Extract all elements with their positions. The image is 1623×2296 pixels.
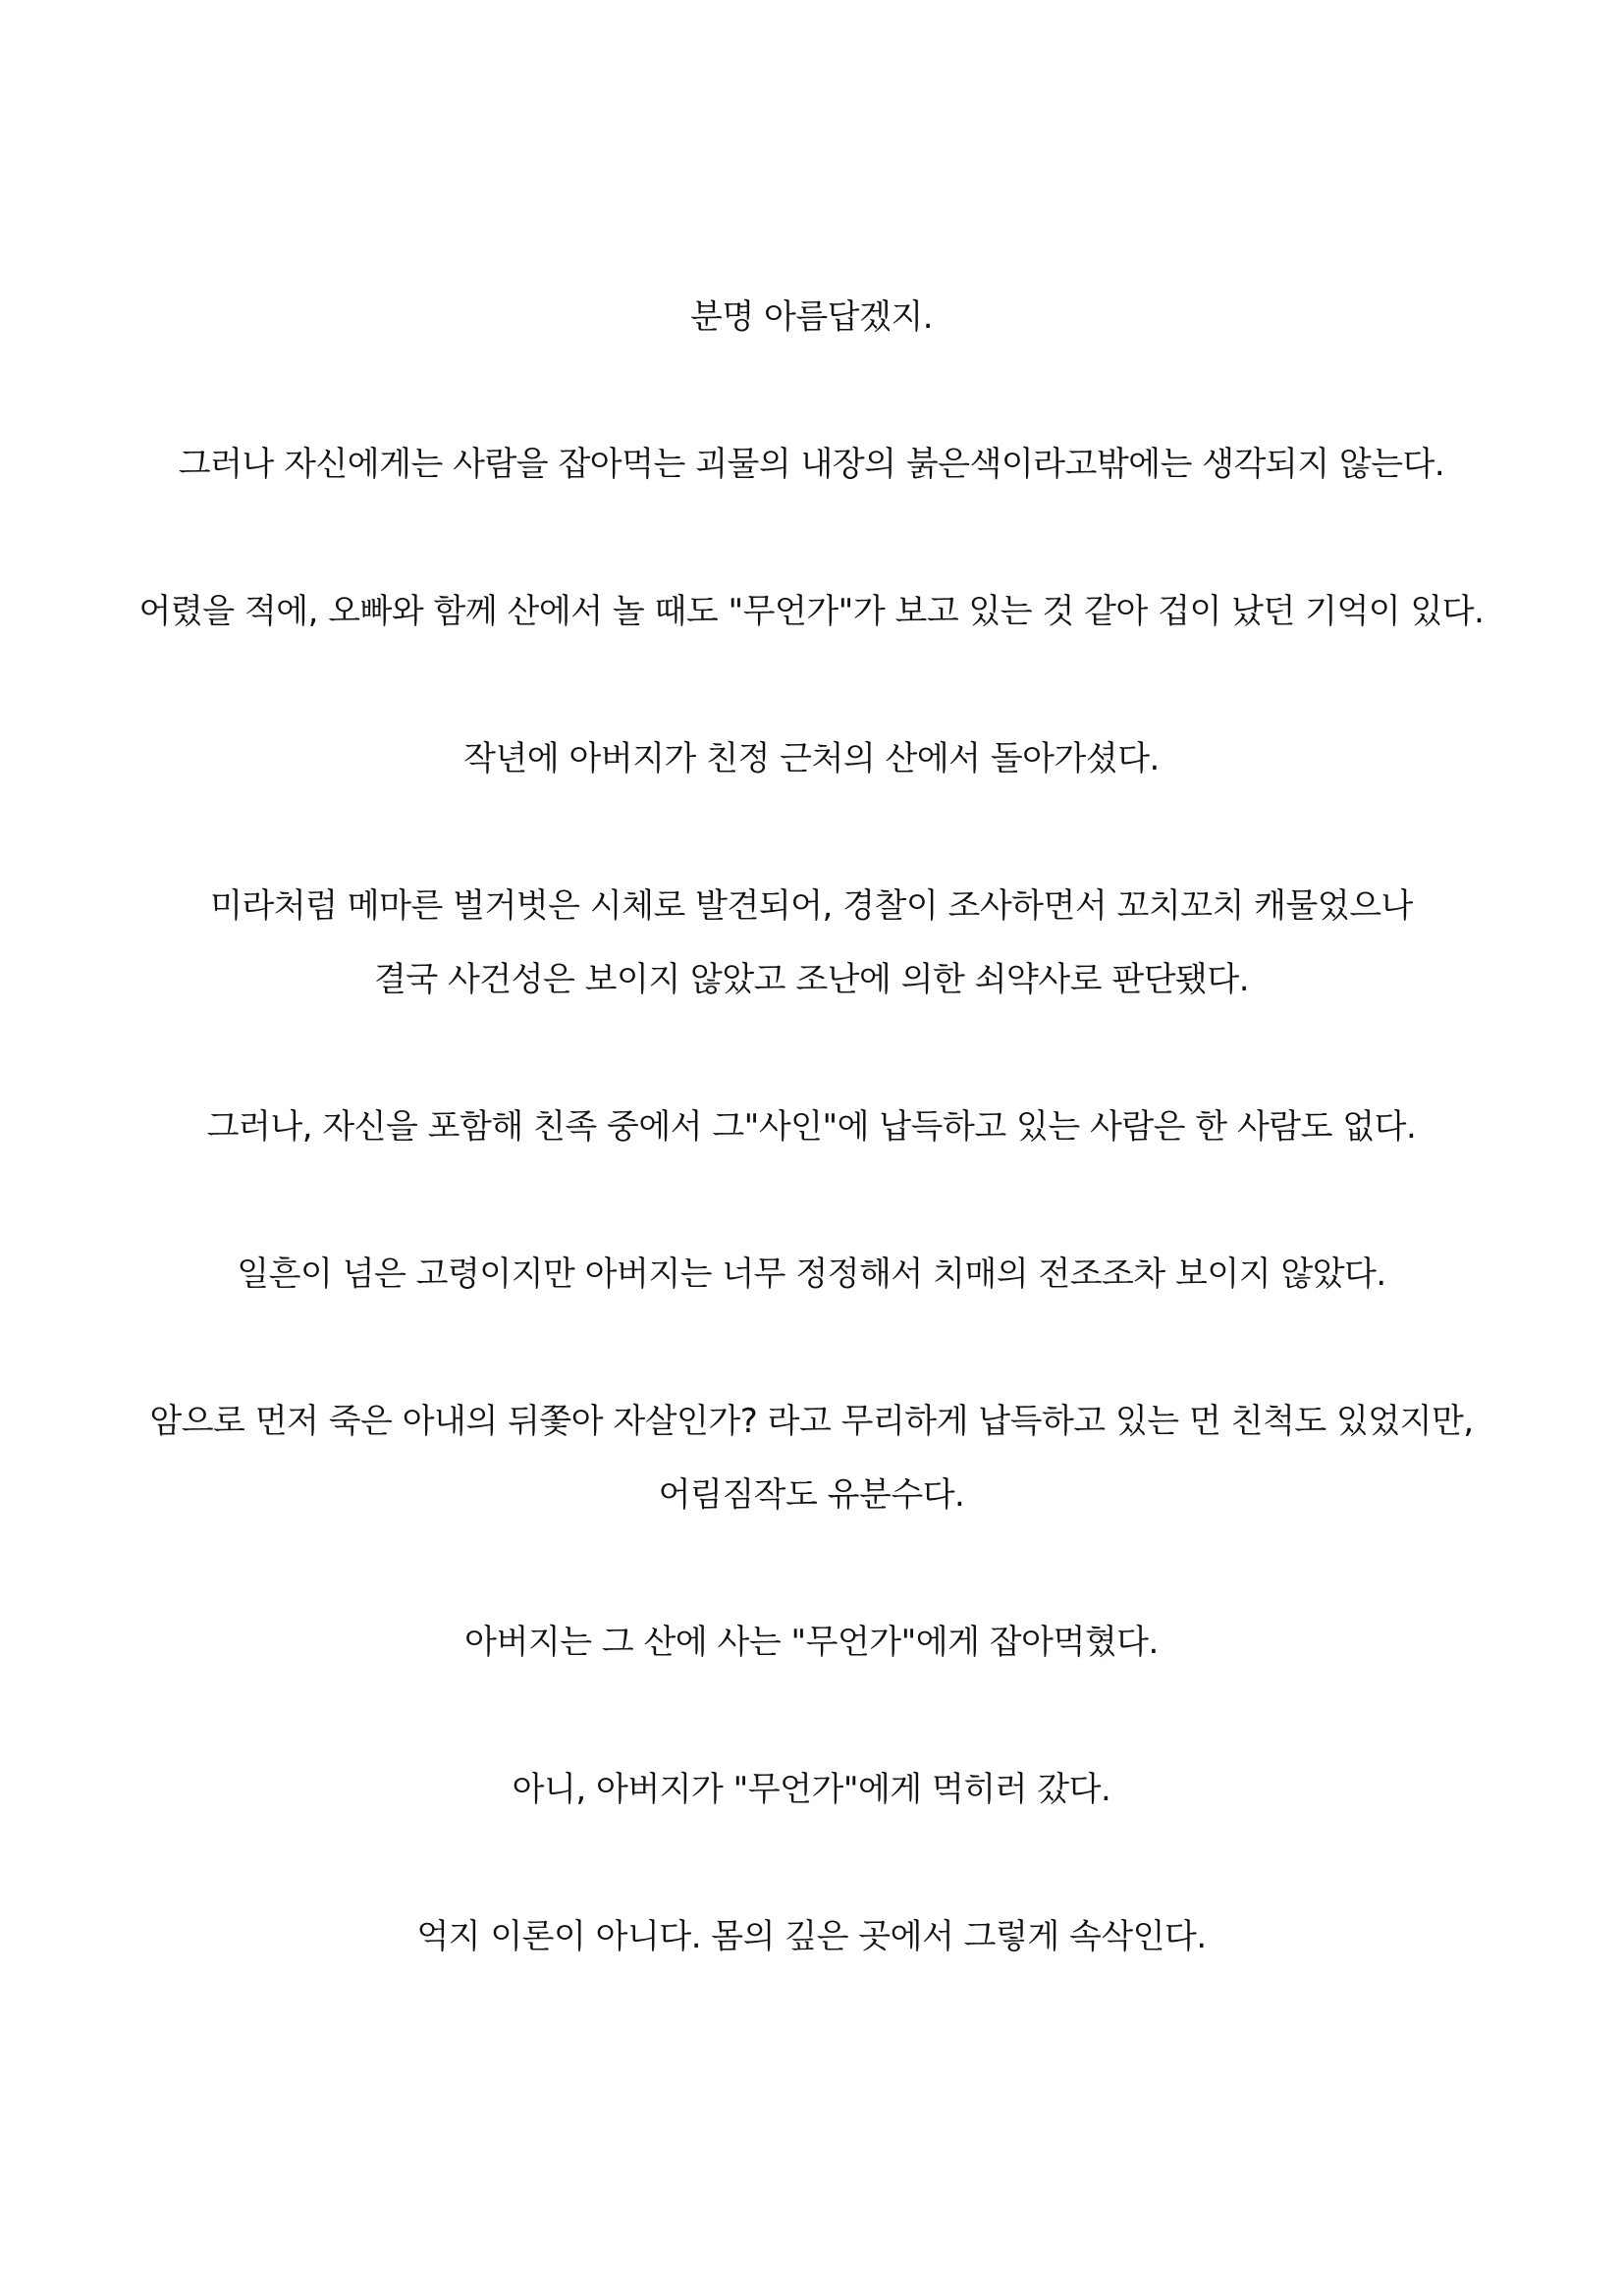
paragraph-line: 억지 이론이 아니다. 몸의 깊은 곳에서 그렇게 속삭인다. <box>416 1917 1207 1956</box>
paragraph-line: 그러나 자신에게는 사람을 잡아먹는 괴물의 내장의 붉은색이라고밖에는 생각되지 않는다. <box>178 445 1445 484</box>
paragraph-line: 분명 아름답겠지. <box>689 297 934 337</box>
paragraph-2 <box>0 428 1623 502</box>
paragraph-line: 아니, 아버지가 "무언가"에게 먹히러 갔다. <box>512 1770 1111 1809</box>
paragraph-line: 그러나, 자신을 포함해 친족 중에서 그"사인"에 납득하고 있는 사람은 한 사람도 없다. <box>206 1107 1417 1147</box>
paragraph-7 <box>0 1238 1623 1311</box>
paragraph-11 <box>0 1900 1623 1974</box>
paragraph-5 <box>0 870 1623 1017</box>
paragraph-line: 어림짐작도 유분수다. <box>658 1475 965 1515</box>
paragraph-10 <box>0 1753 1623 1827</box>
paragraph-3 <box>0 575 1623 649</box>
paragraph-line: 결국 사건성은 보이지 않았고 조난에 의한 쇠약사로 판단됐다. <box>373 960 1250 999</box>
paragraph-line: 암으로 먼저 죽은 아내의 뒤쫓아 자살인가? 라고 무리하게 납득하고 있는 먼 친척도 있었지만, <box>149 1402 1474 1441</box>
paragraph-line: 아버지는 그 산에 사는 "무언가"에게 잡아먹혔다. <box>464 1623 1159 1662</box>
paragraph-line: 미라처럼 메마른 벌거벗은 시체로 발견되어, 경찰이 조사하면서 꼬치꼬치 캐물었으나 <box>210 886 1413 926</box>
paragraph-9 <box>0 1606 1623 1680</box>
paragraph-line: 어렸을 적에, 오빠와 함께 산에서 놀 때도 "무언가"가 보고 있는 것 같아 겁이 났던 기억이 있다. <box>138 592 1485 631</box>
paragraph-1 <box>0 281 1623 354</box>
paragraph-line: 작년에 아버지가 친정 근처의 산에서 돌아가셨다. <box>463 739 1160 778</box>
paragraph-4 <box>0 722 1623 796</box>
paragraph-6 <box>0 1091 1623 1164</box>
paragraph-line: 일흔이 넘은 고령이지만 아버지는 너무 정정해서 치매의 전조조차 보이지 않았다. <box>237 1255 1386 1294</box>
paragraph-8 <box>0 1385 1623 1532</box>
